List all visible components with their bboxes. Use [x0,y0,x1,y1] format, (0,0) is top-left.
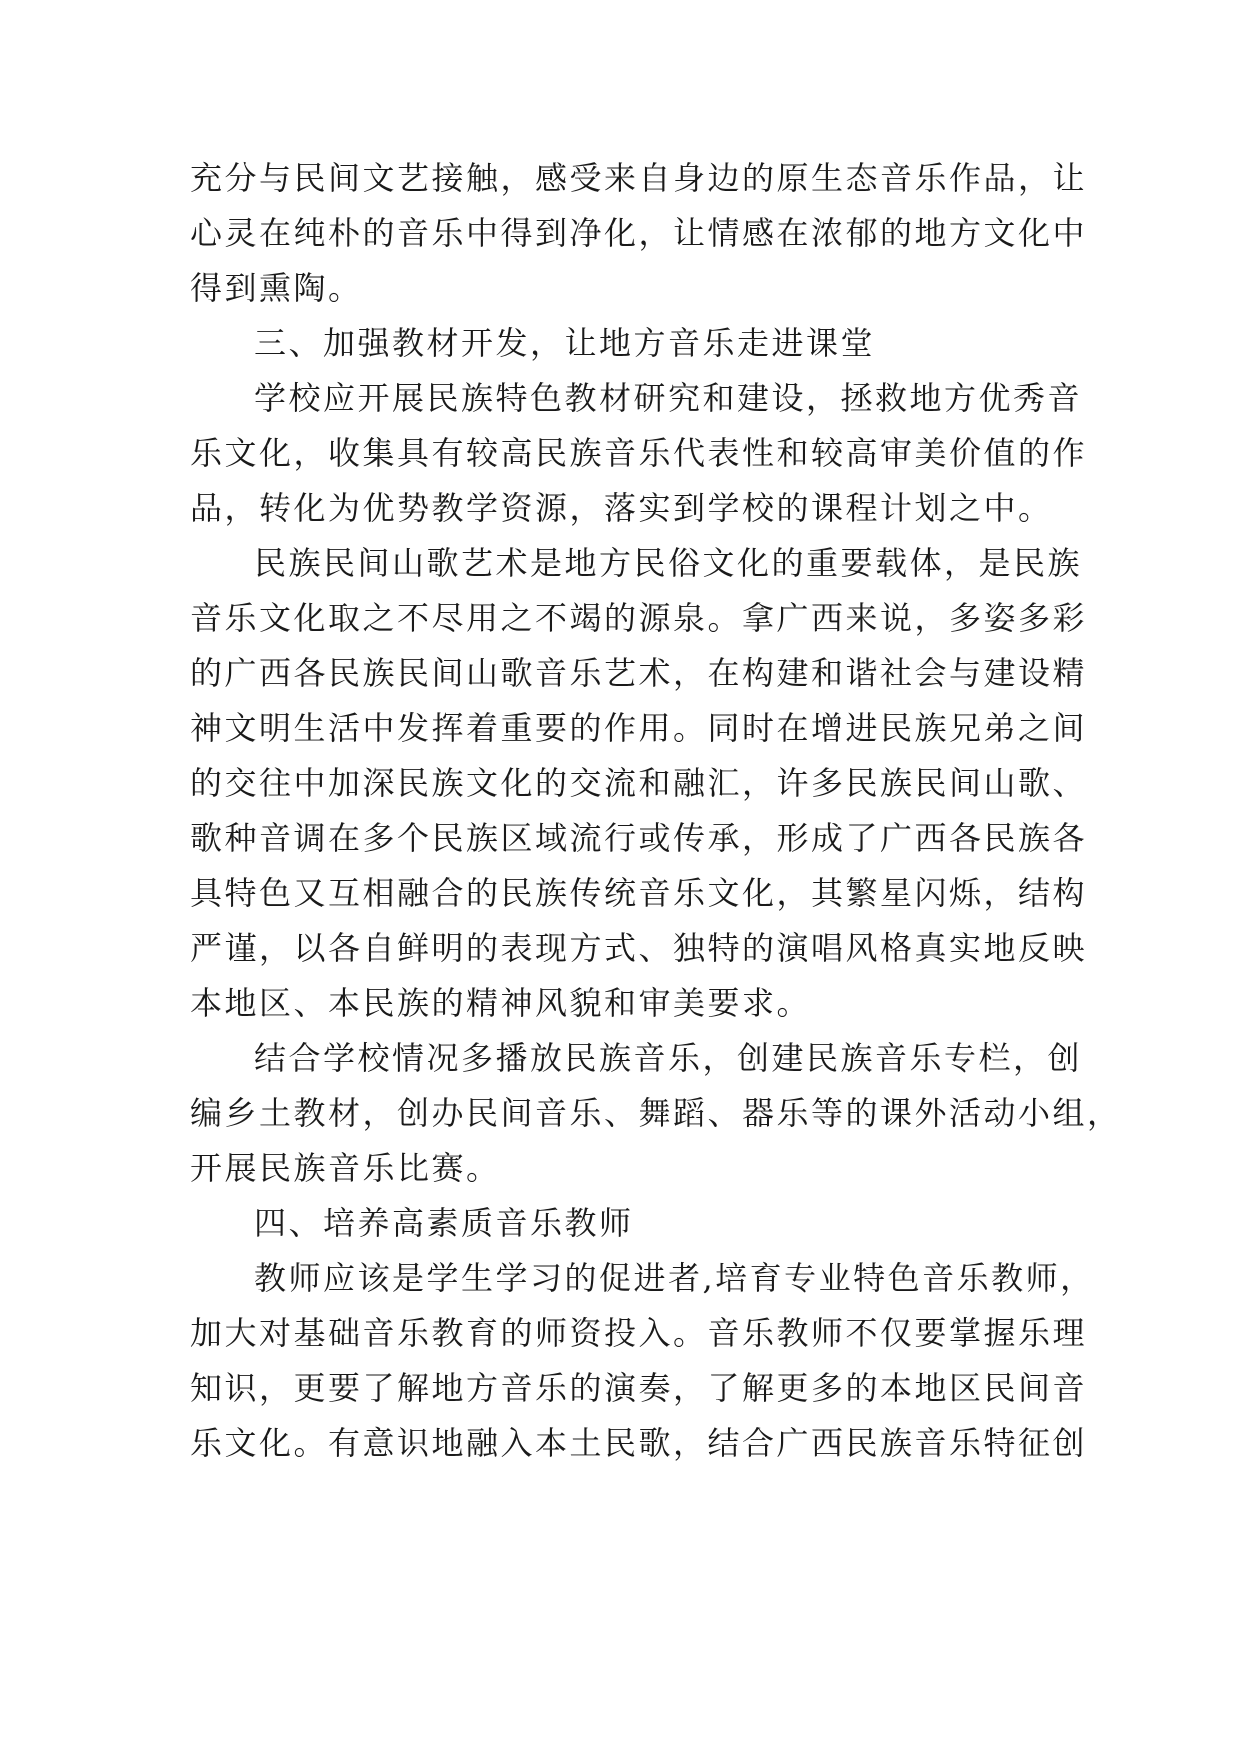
text-line: 民族民间山歌艺术是地方民俗文化的重要载体，是民族 [254,544,1083,582]
text-line: 严谨，以各自鲜明的表现方式、独特的演唱风格真实地反映 [190,929,1088,967]
text-line: 加大对基础音乐教育的师资投入。音乐教师不仅要掌握乐理 [190,1314,1088,1352]
section-heading: 三、加强教材开发，让地方音乐走进课堂 [254,324,876,362]
section-heading: 四、培养高素质音乐教师 [254,1204,634,1242]
text-line: 开展民族音乐比赛。 [190,1149,501,1187]
text-line: 教师应该是学生学习的促进者,培育专业特色音乐教师， [254,1259,1095,1297]
text-line: 本地区、本民族的精神风貌和审美要求。 [190,984,812,1022]
text-line: 得到熏陶。 [190,269,363,307]
text-line: 充分与民间文艺接触，感受来自身边的原生态音乐作品，让 [190,159,1088,197]
text-line: 结合学校情况多播放民族音乐，创建民族音乐专栏，创 [254,1039,1083,1077]
text-line: 品，转化为优势教学资源，落实到学校的课程计划之中。 [190,489,1053,527]
text-line: 的广西各民族民间山歌音乐艺术，在构建和谐社会与建设精 [190,654,1088,692]
text-line: 学校应开展民族特色教材研究和建设，拯救地方优秀音 [254,379,1083,417]
text-line: 乐文化，收集具有较高民族音乐代表性和较高审美价值的作 [190,434,1088,472]
text-line: 的交往中加深民族文化的交流和融汇，许多民族民间山歌、 [190,764,1088,802]
text-line: 具特色又互相融合的民族传统音乐文化，其繁星闪烁，结构 [190,874,1088,912]
text-line: 乐文化。有意识地融入本土民歌，结合广西民族音乐特征创 [190,1424,1088,1462]
text-line: 音乐文化取之不尽用之不竭的源泉。拿广西来说，多姿多彩 [190,599,1088,637]
text-line: 神文明生活中发挥着重要的作用。同时在增进民族兄弟之间 [190,709,1088,747]
text-line: 知识，更要了解地方音乐的演奏，了解更多的本地区民间音 [190,1369,1088,1407]
text-line: 编乡土教材，创办民间音乐、舞蹈、器乐等的课外活动小组， [190,1094,1122,1132]
text-line: 歌种音调在多个民族区域流行或传承，形成了广西各民族各 [190,819,1088,857]
text-line: 心灵在纯朴的音乐中得到净化，让情感在浓郁的地方文化中 [190,214,1088,252]
